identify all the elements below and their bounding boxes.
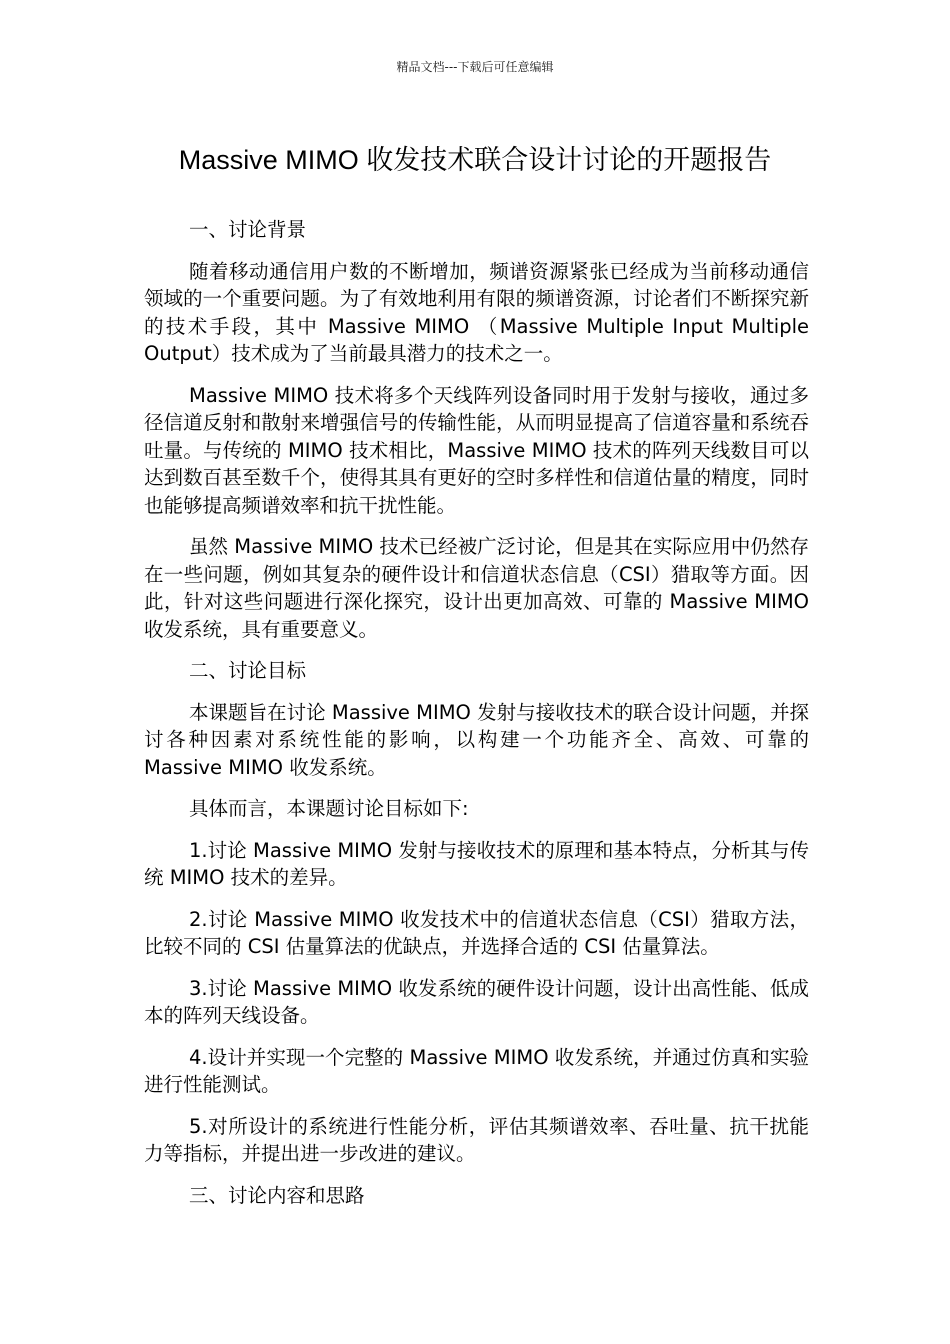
list-item: 4.设计并实现一个完整的 Massive MIMO 收发系统，并通过仿真和实验进行性能测试。 [144,1045,809,1096]
paragraph: 具体而言，本课题讨论目标如下: [189,797,469,820]
paragraph: 本课题旨在讨论 Massive MIMO 发射与接收技术的联合设计问题，并探讨各种因素对系统性能的影响，以构建一个功能齐全、高效、可靠的 Massive MIMO 收发系统。 [144,700,809,779]
document-body [144,216,809,1223]
page-header: 精品文档---下载后可任意编辑 [396,60,554,74]
paragraph: Massive MIMO 技术将多个天线阵列设备同时用于发射与接收，通过多径信道反射和散射来增强信号的传输性能，从而明显提高了信道容量和系统吞吐量。与传统的 MIMO 技术相比，Massive MIMO 技术的阵列天线数目可以达到数百甚至数千个，使得其具有更好的空时多样性和信道估量的精度，同时也能够提高频谱效率和抗干扰性能。 [144,383,809,517]
section-heading-content: 三、讨论内容和思路 [189,1183,365,1207]
section-heading-background: 一、讨论背景 [189,218,307,241]
paragraph: 随着移动通信用户数的不断增加，频谱资源紧张已经成为当前移动通信领域的一个重要问题。为了有效地利用有限的频谱资源，讨论者们不断探究新的技术手段，其中 Massive MIMO （Massive Multiple Input Multiple Output）技术成为了当前最具潜力的技术之一。 [144,259,809,365]
list-item: 1.讨论 Massive MIMO 发射与接收技术的原理和基本特点，分析其与传统 MIMO 技术的差异。 [144,838,809,889]
list-item: 5.对所设计的系统进行性能分析，评估其频谱效率、吞吐量、抗干扰能力等指标，并提出进一步改进的建议。 [144,1114,809,1165]
paragraph: 虽然 Massive MIMO 技术已经被广泛讨论，但是其在实际应用中仍然存在一些问题，例如其复杂的硬件设计和信道状态信息（CSI）猎取等方面。因此，针对这些问题进行深化探究，设计出更加高效、可靠的 Massive MIMO 收发系统，具有重要意义。 [144,535,809,641]
list-item: 3.讨论 Massive MIMO 收发系统的硬件设计问题，设计出高性能、低成本的阵列天线设备。 [144,976,809,1027]
section-heading-goals: 二、讨论目标 [189,659,307,682]
document-title: Massive MIMO 收发技术联合设计讨论的开题报告 [178,145,772,175]
list-item: 2.讨论 Massive MIMO 收发技术中的信道状态信息（CSI）猎取方法，比较不同的 CSI 估量算法的优缺点，并选择合适的 CSI 估量算法。 [144,907,809,958]
